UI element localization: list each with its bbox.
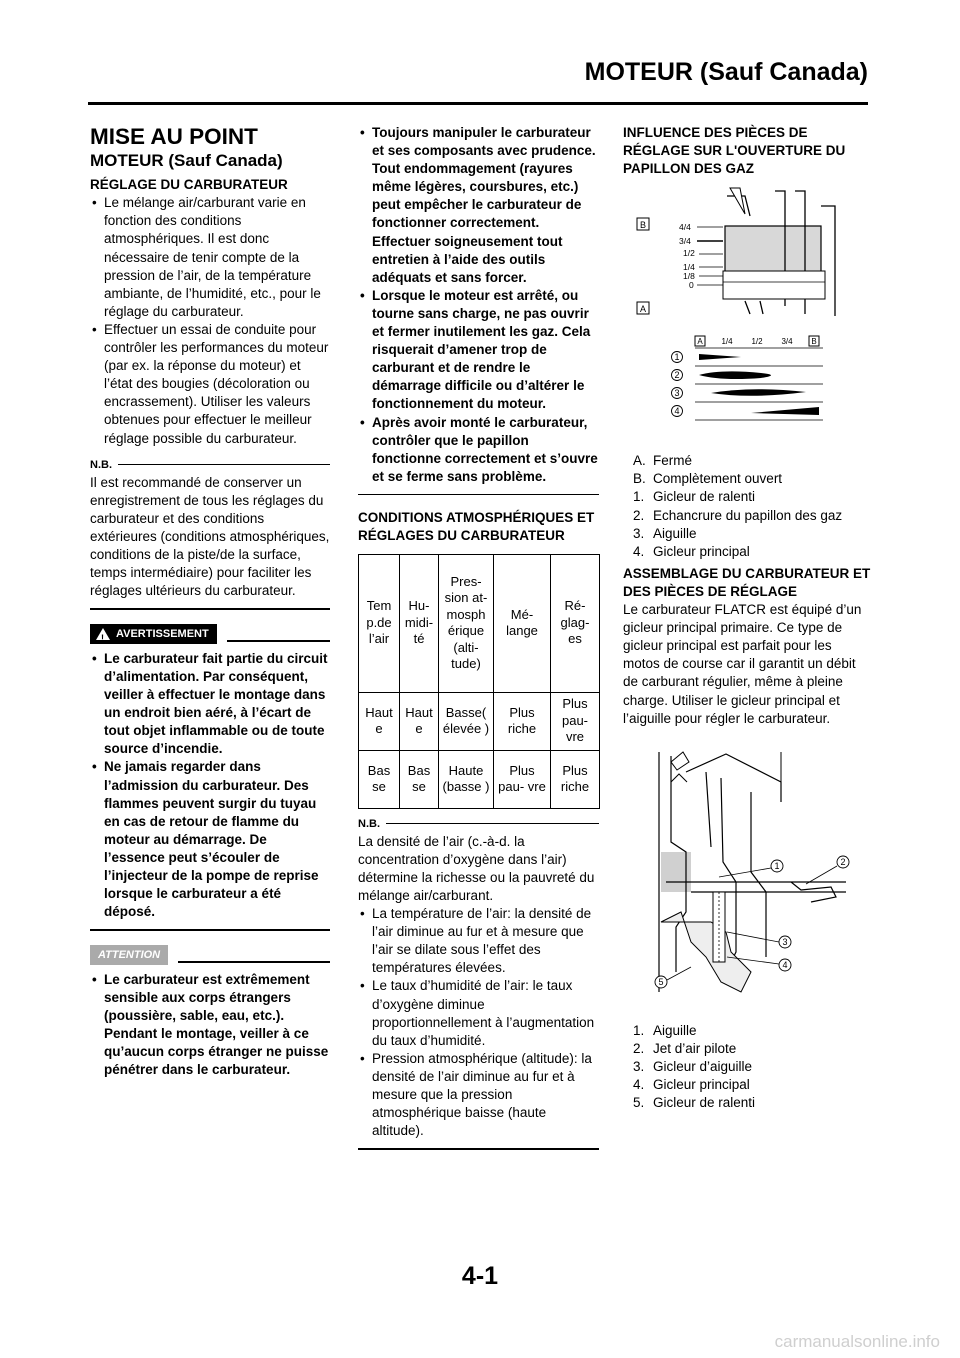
attention-heading [90,945,330,965]
label-b: B [639,220,647,231]
table-cell: Basse( élevée ) [439,692,494,750]
column-3 [623,124,871,1112]
caution-item: • Toujours manipuler le carburateur et ses composants avec prudence. Tout endommagement (rayures même légères, coursbures, etc.) peut empêcher le carburateur de fonctionner correctement. Effectuer soigneusement tout entretien à l’aide des outils adéquats et sans forcer. [358,124,599,287]
legend-item: 2. Echancrure du papillon des gaz [633,507,843,523]
bullet-item: • Pression atmosphérique (altitude): la densité de l’air diminue au fur et à mesure que la pression atmosphérique baisse (haute altitude). [358,1050,599,1140]
caution-item: • Lorsque le moteur est arrêté, ou tourne sans charge, ne pas ouvrir et fermer inutilement les gaz. Cela risquerait d’amener trop de carburant et de rendre le démarrage difficile ou d’altérer le fonctionnement du moteur. [358,287,599,414]
watermark: carmanualsonline.info [774,1332,940,1351]
heading-carb-adjust: RÉGLAGE DU CARBURATEUR [90,177,288,193]
column-1 [90,124,330,1079]
table-cell: Plus pau- vre [551,692,600,750]
table-row [359,692,600,750]
legend-item: 4. Gicleur principal [633,1076,750,1092]
bullet-item: • Effectuer un essai de conduite pour contrôler les performances du moteur (par ex. la réponse du moteur) et l’état des bougies (décoloration ou encrassement). Utiliser les valeurs obtenues pour effectuer le meilleur réglage possible du carburateur. [90,321,330,448]
column-2 [358,124,599,1158]
row-callout: 4 [674,406,680,417]
legend-item: 3. Aiguille [633,525,697,541]
warning-item: • Le carburateur fait partie du circuit d’alimentation. Par conséquent, veiller à effectuer le montage dans un endroit bien aéré, à l’écart de tout objet inflammable ou de toute source d’incendie. [90,650,330,759]
scale-mark: 1/2 [683,248,695,259]
divider [358,1148,599,1150]
table-cell: Haut e [359,692,400,750]
jet-influence-chart [641,334,841,434]
table-header-cell: Tem p.de l’air [359,554,400,692]
nb-heading [90,456,330,474]
attention-item: • Le carburateur est extrêmement sensible aux corps étrangers (poussière, sable, eau, etc.). Pendant le montage, veiller à ce qu’aucun corps étranger ne puisse pénétrer dans le carburateur. [90,971,330,1080]
label-a: A [639,304,647,315]
warning-triangle-icon: ! [96,628,110,640]
table-header-cell: Pres- sion at- mosph érique (alti- tude) [439,554,494,692]
scale-mark: 1/8 [683,271,695,282]
table-cell: Bas se [359,750,400,808]
scale-mark: 0 [689,280,694,291]
legend-item: 5. Gicleur de ralenti [633,1095,756,1111]
assembly-paragraph: Le carburateur FLATCR est équipé d’un gicleur principal primaire. Ce type de gicleur principal est parfait pour les motos de course car il garantit un débit de carburant régulier, même à pleine charge. Utiliser le gicleur principal et l’aiguille pour régler le carburateur. [623,602,862,726]
nb-text: Il est recommandé de conserver un enregistrement de tous les réglages du carburateur et des conditions extérieures (conditions atmosphériques, conditions de la piste/de la surface, temps intermédiaire) pour faciliter les réglages ultérieurs du carburateur. [90,474,330,599]
bullet-item: • Le mélange air/carburant varie en fonction des conditions atmosphériques. Il est donc nécessaire de tenir compte de la pression de l’air, de la température ambiante, de l’humidité, etc., pour le réglage du carburateur. [90,194,330,321]
table-header-row [359,554,600,692]
table-header-cell: Mé- lange [494,554,551,692]
scale-mark: 3/4 [679,236,691,247]
legend-item: 1. Aiguille [633,1022,697,1038]
callout: 5 [658,976,664,987]
tick-label: 1/2 [751,337,763,347]
legend-1 [623,452,871,561]
heading-atmo-conditions: CONDITIONS ATMOSPHÉRIQUES ET RÉGLAGES DU CARBURATEUR [358,510,595,544]
row-callout: 2 [674,370,680,381]
callout: 1 [774,860,780,871]
nb-label: N.B. [90,458,112,471]
callout: 3 [782,936,788,947]
nb-heading [358,815,599,833]
legend-item: 4. Gicleur principal [633,543,750,559]
row-callout: 3 [674,388,680,399]
warning-label: AVERTISSEMENT [116,627,209,640]
warning-badge [90,624,217,644]
subsection-title: MOTEUR (Sauf Canada) [90,151,283,171]
table-cell: Haut e [400,692,439,750]
header-rule [88,102,868,105]
page-number: 4-1 [461,1262,499,1290]
divider [358,494,599,496]
scale-mark: 1/4 [683,262,695,273]
table-cell: Plus riche [551,750,600,808]
legend-item: 1. Gicleur de ralenti [633,489,756,505]
table-header-cell: Hu- midi- té [400,554,439,692]
scale-mark: 4/4 [679,222,691,233]
callout: 2 [840,856,846,867]
label-b: B [811,337,817,347]
tick-label: 1/4 [721,337,733,347]
heading-assembly: ASSEMBLAGE DU CARBURATEUR ET DES PIÈCES DE RÉGLAGE [623,565,871,599]
table-cell: Plus riche [494,692,551,750]
legend-item: 2. Jet d’air pilote [633,1040,737,1056]
legend-2 [623,1022,871,1112]
legend-item: B. Complètement ouvert [633,471,783,487]
carburetor-section-diagram [631,742,861,1012]
callout: 4 [782,959,788,970]
legend-item: 3. Gicleur d’aiguille [633,1058,753,1074]
table-cell: Plus pau- vre [494,750,551,808]
heading-throttle-influence: INFLUENCE DES PIÈCES DE RÉGLAGE SUR L'OUVERTURE DU PAPILLON DES GAZ [623,125,846,177]
divider [90,929,330,931]
table-header-cell: Ré- glag- es [551,554,600,692]
caution-item: • Après avoir monté le carburateur, contrôler que le papillon fonctionne correctement et s’ouvre et se ferme sans problème. [358,414,599,486]
nb-label: N.B. [358,817,380,830]
section-title: MISE AU POINT [90,124,258,149]
bullet-item: • Le taux d’humidité de l’air: le taux d’oxygène diminue proportionnellement à l’augmentation du taux d’humidité. [358,977,599,1049]
table-cell: Bas se [400,750,439,808]
page-header-title: MOTEUR (Sauf Canada) [584,58,868,86]
bullet-item: • La température de l’air: la densité de l’air diminue au fur et à mesure que l’air se dilate sous l’effet des températures élevées. [358,905,599,977]
divider [90,608,330,610]
label-a: A [697,337,703,347]
table-cell: Haute (basse ) [439,750,494,808]
row-callout: 1 [674,352,680,363]
tick-label: 3/4 [781,337,793,347]
throttle-valve-diagram [635,186,845,326]
warning-heading [90,624,330,644]
conditions-table [358,554,600,809]
attention-badge: ATTENTION [90,945,168,965]
nb-text: La densité de l’air (c.-à-d. la concentration d’oxygène dans l’air) détermine la richesse ou la pauvreté du mélange air/carburant. [358,833,595,903]
table-row [359,750,600,808]
legend-item: A. Fermé [633,453,693,469]
warning-item: • Ne jamais regarder dans l’admission du carburateur. Des flammes peuvent surgir du tuyau en cas de retour de flamme du moteur au démarrage. De l’essence peut s’écouler de l’injecteur de la pompe de reprise lorsque le carburateur a été déposé. [90,758,330,921]
